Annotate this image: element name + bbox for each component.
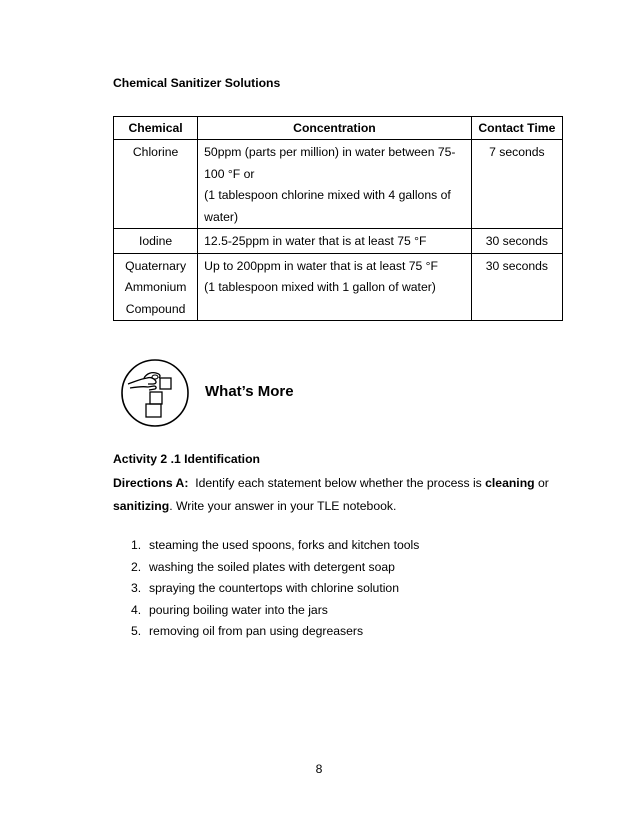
cell-text: 100 °F or [204,166,255,181]
cell-contact-time [471,253,562,321]
cell-text: 12.5-25ppm in water that is at least 75 °F [204,234,427,248]
item-text: pouring boiling water into the jars [149,602,328,617]
directions-label: Directions A: [113,476,189,490]
cell-text: (1 tablespoon chlorine mixed with 4 gallons of [204,188,451,202]
section-heading: What’s More [205,383,294,400]
page-number: 8 [315,762,323,776]
item-number: 1. [131,538,142,552]
item-text: removing oil from pan using degreasers [149,624,364,638]
item-text: washing the soiled plates with detergent soap [149,559,395,574]
item-number: 5. [131,624,142,638]
cell-text: Ammonium [124,280,187,294]
item-number: 4. [131,602,142,617]
cell-contact-time [471,140,562,229]
cell-text: 7 seconds [489,145,545,159]
directions-paragraph [113,472,573,518]
cell-concentration [198,140,472,229]
cell-chemical [114,229,198,254]
cell-text: Chlorine [132,145,179,159]
header-chemical: Chemical [114,117,198,140]
directions-text: or [537,476,549,490]
directions-text: . Write your answer in your TLE notebook. [169,499,397,513]
cell-text: Compound [125,301,186,316]
header-contact-time: Contact Time [471,117,562,140]
table-header-row [114,117,563,140]
table-row [114,229,563,254]
cell-text: Up to 200ppm in water that is at least 75 °F [204,258,439,273]
directions-keyword: sanitizing [113,499,170,513]
cell-text: water) [204,209,239,224]
cell-contact-time [471,229,562,254]
cell-text: 30 seconds [485,258,549,273]
directions-keyword: cleaning [485,476,535,490]
header-concentration: Concentration [198,117,472,140]
item-number: 3. [131,581,142,595]
item-text: steaming the used spoons, forks and kitchen tools [149,538,420,552]
cell-text: Quaternary [125,258,187,273]
cell-concentration [198,229,472,254]
cell-text: 30 seconds [485,234,549,248]
cell-chemical [114,140,198,229]
item-text: spraying the countertops with chlorine solution [149,581,399,595]
item-number: 2. [131,559,142,574]
cell-chemical [114,253,198,321]
cell-text: 50ppm (parts per million) in water between 75- [204,145,456,159]
hand-stacking-blocks-icon [120,358,190,428]
table-row [114,140,563,229]
sanitizer-table [113,116,563,321]
activity-title: Activity 2 .1 Identification [113,452,260,466]
cell-concentration [198,253,472,321]
section-title: Chemical Sanitizer Solutions [113,76,281,90]
cell-text: Iodine [138,234,173,248]
table-row [114,253,563,321]
cell-text: (1 tablespoon mixed with 1 gallon of water) [204,280,436,294]
directions-text: Identify each statement below whether the process is [195,476,482,490]
